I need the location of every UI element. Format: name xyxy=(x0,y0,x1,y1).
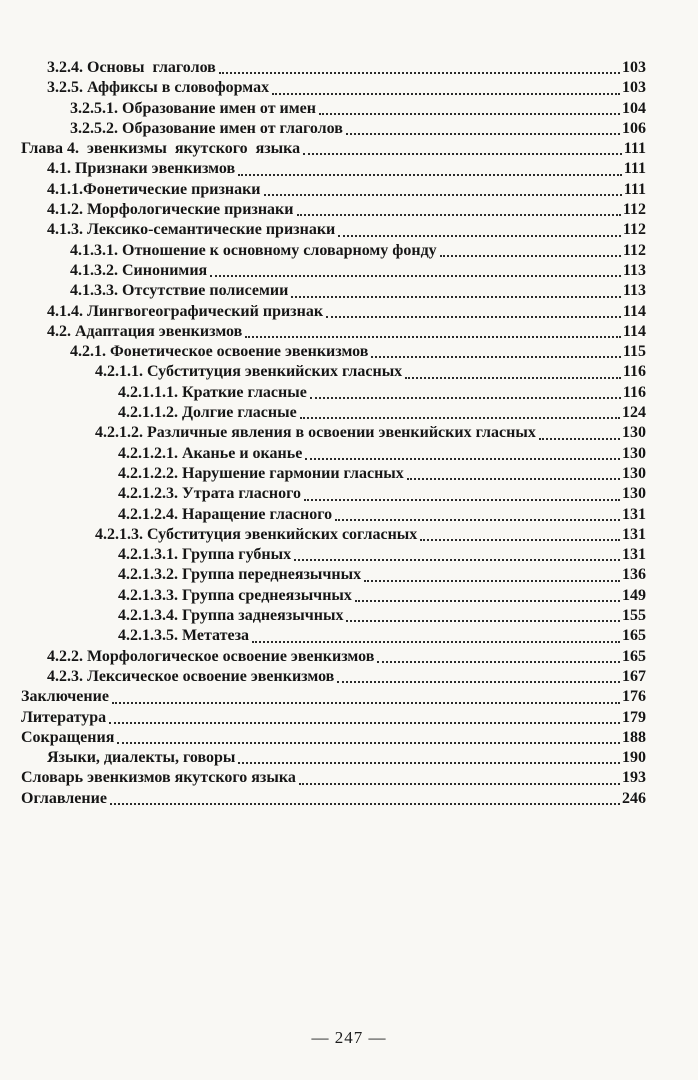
toc-entry-title: 4.1.2. Морфологические признаки xyxy=(47,201,294,219)
toc-entry xyxy=(21,626,646,646)
toc-entry xyxy=(21,383,646,403)
dot-leader xyxy=(297,213,621,216)
toc-entry xyxy=(21,687,646,707)
toc-entry xyxy=(21,484,646,504)
toc-entry-page: 136 xyxy=(622,566,646,584)
toc-entry-page: 155 xyxy=(622,607,646,625)
dot-leader xyxy=(300,416,620,419)
toc-entry-page: 190 xyxy=(622,749,646,767)
toc-entry-title: 4.1.4. Лингвогеографический признак xyxy=(47,302,324,320)
toc-entry-page: 112 xyxy=(622,241,646,259)
dot-leader xyxy=(294,558,620,561)
toc-entry-title: 4.2.3. Лексическое освоение эвенкизмов xyxy=(47,667,335,685)
toc-entry-title: 4.2.1.2.1. Аканье и оканье xyxy=(118,444,303,462)
dot-leader xyxy=(304,498,620,501)
toc-entry-title: Сокращения xyxy=(21,728,115,746)
toc-entry xyxy=(21,464,646,484)
toc-entry-page: 111 xyxy=(623,160,646,178)
toc-entry xyxy=(21,748,646,768)
toc-entry-title: 4.2.1.3.3. Группа среднеязычных xyxy=(118,586,352,604)
toc-entry-title: 4.2.1.3.2. Группа переднеязычных xyxy=(118,566,362,584)
toc-entry-title: 4.1.3.2. Синонимия xyxy=(70,261,208,279)
toc-entry xyxy=(21,505,646,525)
toc-entry-title: 4.2.1.2. Различные явления в освоении эвенкийских гласных xyxy=(95,424,536,442)
toc-entry-title: 4.2.2. Морфологическое освоение эвенкизмов xyxy=(47,647,375,665)
toc-entry-title: 4.1.1.Фонетические признаки xyxy=(47,180,261,198)
toc-entry-page: 104 xyxy=(622,99,646,117)
toc-entry-title: 4.2.1.1.2. Долгие гласные xyxy=(118,404,297,422)
toc-entry-title: 4.2.1.2.3. Утрата гласного xyxy=(118,485,301,503)
dot-leader xyxy=(371,355,620,358)
toc-entry-title: 4.2.1.3.4. Группа заднеязычных xyxy=(118,607,344,625)
footer-page-number: — 247 — xyxy=(311,1028,387,1047)
toc-entry xyxy=(21,423,646,443)
toc-entry-title: 4.2.1.1. Субституция эвенкийских гласных xyxy=(95,363,403,381)
toc-entry-page: 114 xyxy=(622,322,646,340)
toc-entry-title: 4.1.3.3. Отсутствие полисемии xyxy=(70,282,289,300)
dot-leader xyxy=(252,640,620,643)
toc-entry-page: 165 xyxy=(622,627,646,645)
toc-entry-page: 176 xyxy=(622,688,646,706)
toc-entry-page: 131 xyxy=(622,525,646,543)
toc-entry-title: 3.2.4. Основы глаголов xyxy=(47,59,216,76)
toc-entry-title: Оглавление xyxy=(21,789,107,807)
toc-entry-page: 179 xyxy=(622,708,646,726)
toc-entry xyxy=(21,444,646,464)
toc-entry xyxy=(21,241,646,261)
dot-leader xyxy=(420,538,620,541)
dot-leader xyxy=(326,315,621,318)
toc-entry-page: 112 xyxy=(622,201,646,219)
toc-entry-title: 4.2.1.2.2. Нарушение гармонии гласных xyxy=(118,464,404,482)
toc-entry xyxy=(21,78,646,98)
toc-entry-title: 4.2.1.3.5. Метатеза xyxy=(118,627,250,645)
toc-entry xyxy=(21,362,646,382)
dot-leader xyxy=(355,599,620,602)
toc-entry xyxy=(21,322,646,342)
toc-entry-title: 3.2.5.2. Образование имен от глаголов xyxy=(70,119,343,137)
dot-leader xyxy=(346,619,620,622)
toc-entry-title: 4.2.1.1.1. Краткие гласные xyxy=(118,383,307,401)
dot-leader xyxy=(405,376,621,379)
toc-entry-title: 4.1.3. Лексико-семантические признаки xyxy=(47,221,336,239)
toc-entry-page: 116 xyxy=(622,383,646,401)
dot-leader xyxy=(338,234,621,237)
toc-entry xyxy=(21,119,646,139)
dot-leader xyxy=(299,782,620,785)
toc-entry-page: 103 xyxy=(622,79,646,97)
toc-entry xyxy=(21,159,646,179)
toc-entry xyxy=(21,220,646,240)
toc-entry xyxy=(21,789,646,809)
dot-leader xyxy=(112,701,620,704)
toc-entry xyxy=(21,586,646,606)
toc-entry xyxy=(21,728,646,748)
toc-entry-page: 113 xyxy=(622,261,646,279)
toc-entry xyxy=(21,708,646,728)
toc-entry-title: Глава 4. эвенкизмы якутского языка xyxy=(21,140,301,158)
toc-entry-title: 4.2.1.2.4. Наращение гласного xyxy=(118,505,333,523)
toc-entry-page: 131 xyxy=(622,505,646,523)
toc-entry xyxy=(21,302,646,322)
dot-leader xyxy=(335,518,620,521)
dot-leader xyxy=(337,680,620,683)
toc-entry-page: 114 xyxy=(622,302,646,320)
toc-entry-page: 193 xyxy=(622,769,646,787)
dot-leader xyxy=(364,579,620,582)
toc-entry-title: 4.2.1.3. Субституция эвенкийских согласных xyxy=(95,525,418,543)
dot-leader xyxy=(377,660,620,663)
toc-entry xyxy=(21,58,646,78)
toc-entry-page: 188 xyxy=(622,728,646,746)
dot-leader xyxy=(310,396,621,399)
dot-leader xyxy=(219,71,620,74)
toc-entry-page: 112 xyxy=(622,221,646,239)
toc-entry xyxy=(21,281,646,301)
dot-leader xyxy=(407,477,620,480)
toc-entry-page: 131 xyxy=(622,546,646,564)
dot-leader xyxy=(238,761,620,764)
toc-entry xyxy=(21,261,646,281)
dot-leader xyxy=(272,92,620,95)
toc-entry xyxy=(21,565,646,585)
toc-entry-title: 3.2.5. Аффиксы в словоформах xyxy=(47,79,270,97)
toc-entry-title: Языки, диалекты, говоры xyxy=(47,749,236,767)
toc-entry-title: 3.2.5.1. Образование имен от имен xyxy=(70,99,316,117)
dot-leader xyxy=(303,152,622,155)
toc-entry xyxy=(21,606,646,626)
toc-entry-page: 130 xyxy=(622,424,646,442)
toc-entry-title: Словарь эвенкизмов якутского языка xyxy=(21,769,296,787)
dot-leader xyxy=(440,254,621,257)
toc-entry-title: Заключение xyxy=(21,688,109,706)
dot-leader xyxy=(346,132,620,135)
toc-entry-page: 111 xyxy=(623,140,646,158)
toc-entry-page: 167 xyxy=(622,667,646,685)
toc-entry xyxy=(21,768,646,788)
toc-entry-page: 115 xyxy=(622,343,646,361)
toc-entry xyxy=(21,200,646,220)
toc-entry-title: 4.1.3.1. Отношение к основному словарному фонду xyxy=(70,241,437,259)
toc-entry-title: 4.2. Адаптация эвенкизмов xyxy=(47,322,243,340)
toc-entry xyxy=(21,180,646,200)
toc-entry-page: 116 xyxy=(622,363,646,381)
dot-leader xyxy=(291,295,621,298)
toc-entry-page: 130 xyxy=(622,444,646,462)
dot-leader xyxy=(109,721,620,724)
toc-entry-title: 4.2.1.3.1. Группа губных xyxy=(118,546,292,564)
dot-leader xyxy=(238,173,622,176)
toc-entry-title: Литература xyxy=(21,708,107,726)
toc-entry-page: 130 xyxy=(622,464,646,482)
toc-entry xyxy=(21,647,646,667)
toc-entry-page: 246 xyxy=(622,789,646,807)
toc-entry-page: 113 xyxy=(622,282,646,300)
toc-entry xyxy=(21,342,646,362)
toc-entry-page: 130 xyxy=(622,485,646,503)
toc-list xyxy=(21,58,646,809)
toc-entry-page: 103 xyxy=(622,59,646,76)
toc-entry-page: 106 xyxy=(622,119,646,137)
toc-entry xyxy=(21,667,646,687)
dot-leader xyxy=(110,802,620,805)
dot-leader xyxy=(319,112,620,115)
toc-entry xyxy=(21,99,646,119)
dot-leader xyxy=(539,437,620,440)
toc-entry-page: 124 xyxy=(622,404,646,422)
toc-entry-page: 165 xyxy=(622,647,646,665)
toc-entry xyxy=(21,525,646,545)
toc-entry-page: 111 xyxy=(623,180,646,198)
toc-entry-page: 149 xyxy=(622,586,646,604)
toc-entry-title: 4.2.1. Фонетическое освоение эвенкизмов xyxy=(70,343,369,361)
dot-leader xyxy=(210,274,621,277)
toc-entry xyxy=(21,403,646,423)
dot-leader xyxy=(245,335,621,338)
dot-leader xyxy=(264,193,622,196)
toc-entry-title: 4.1. Признаки эвенкизмов xyxy=(47,160,236,178)
toc-entry xyxy=(21,545,646,565)
dot-leader xyxy=(305,457,620,460)
dot-leader xyxy=(117,741,620,744)
toc-entry xyxy=(21,139,646,159)
